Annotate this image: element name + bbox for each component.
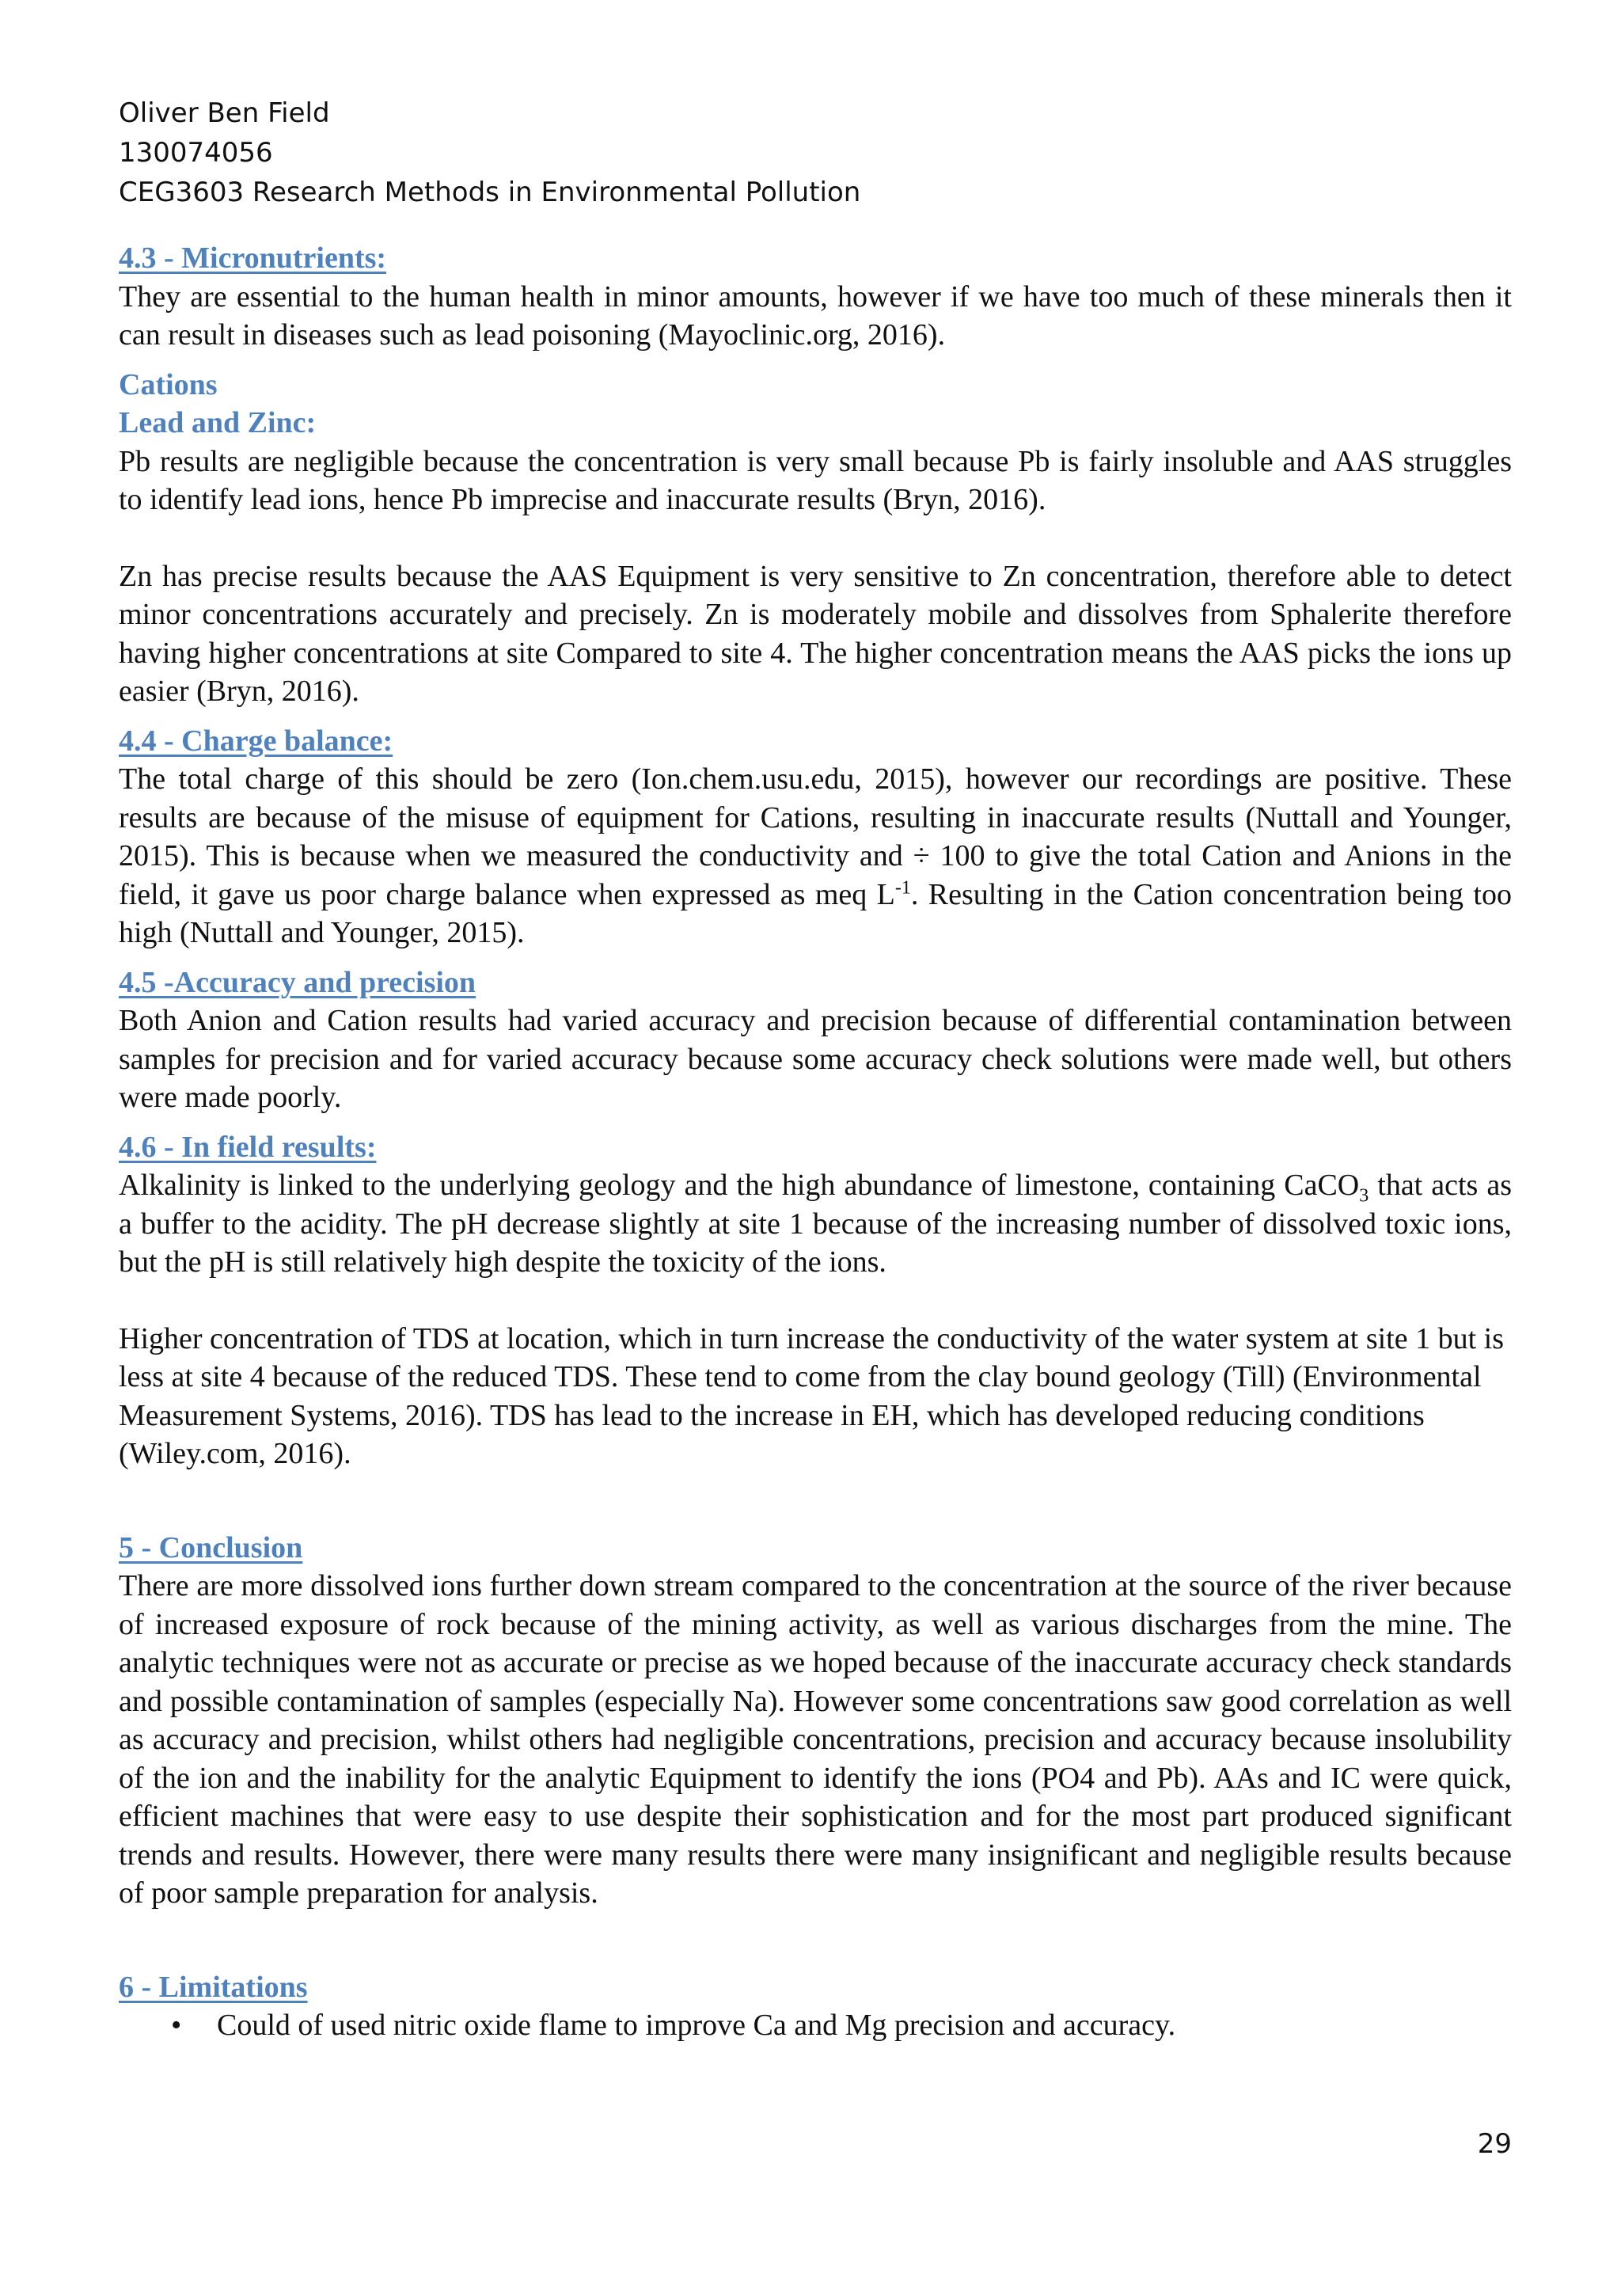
paragraph bbox=[119, 760, 1512, 952]
text-run: Alkalinity is linked to the underlying geology and the high abundance of limestone, containing CaCO bbox=[119, 1169, 1360, 1202]
section-charge-balance bbox=[119, 722, 1512, 952]
section-limitations bbox=[119, 1968, 1512, 2045]
text-run: that acts as a buffer to the acidity. The pH decrease slightly at site 1 because of the increasing number of dissolved toxic ions, but the pH is still relatively high despite the toxicity of the ions. bbox=[119, 1169, 1512, 1279]
subscript: 3 bbox=[1359, 1185, 1369, 1207]
document-page bbox=[119, 93, 1512, 2045]
section-heading: 4.6 - In field results: bbox=[119, 1130, 377, 1164]
bullet-icon: • bbox=[171, 2009, 182, 2042]
limitations-list bbox=[119, 2006, 1512, 2045]
list-item-text: Could of used nitric oxide flame to improve Ca and Mg precision and accuracy. bbox=[217, 2009, 1176, 2042]
course-title: CEG3603 Research Methods in Environmental Pollution bbox=[119, 177, 861, 208]
page-number: 29 bbox=[1477, 2128, 1512, 2160]
student-id: 130074056 bbox=[119, 137, 273, 169]
paragraph: Zn has precise results because the AAS Equipment is very sensitive to Zn concentration, therefore able to detect minor concentrations accurately and precisely. Zn is moderately mobile and dissolves from Sphalerite therefore having higher concentrations at site Compared to site 4. The higher concentration means the AAS picks the ions up easier (Bryn, 2016). bbox=[119, 559, 1512, 708]
text-run: . Resulting in the Cation concentration being too high (Nuttall and Younger, 2015). bbox=[119, 877, 1512, 949]
paragraph: Both Anion and Cation results had varied accuracy and precision because of differential contamination between samples for precision and for varied accuracy because some accuracy check solutions were made well, but others were made poorly. bbox=[119, 1004, 1512, 1114]
section-micronutrients bbox=[119, 239, 1512, 711]
section-heading: 6 - Limitations bbox=[119, 1970, 308, 2004]
superscript: -1 bbox=[894, 876, 911, 898]
subheading-cations: Cations bbox=[119, 367, 218, 401]
author-name: Oliver Ben Field bbox=[119, 97, 330, 129]
text-run: The total charge of this should be zero (Ion.chem.usu.edu, 2015), however our recordings are positive. These results are because of the misuse of equipment for Cations, resulting in inaccurate results (Nuttall and Younger, 2015). This is because when we measured the conductivity and ÷ 100 to give the total Cation and Anions in the field, it gave us poor charge balance when expressed as meq L bbox=[119, 762, 1512, 911]
section-heading: 4.5 -Accuracy and precision bbox=[119, 965, 476, 999]
section-accuracy-precision bbox=[119, 964, 1512, 1117]
paragraph: There are more dissolved ions further down stream compared to the concentration at the source of the river because of increased exposure of rock because of the mining activity, as well as various discharges from the mine. The analytic techniques were not as accurate or precise as we hoped because of the inaccurate accuracy check standards and possible contamination of samples (especially Na). However some concentrations saw good correlation as well as accuracy and precision, whilst others had negligible concentrations, precision and accuracy because insolubility of the ion and the inability for the analytic Equipment to identify the ions (PO4 and Pb). AAs and IC were quick, efficient machines that were easy to use despite their sophistication and for the most part produced significant trends and results. However, there were many results there were many insignificant and negligible results because of poor sample preparation for analysis. bbox=[119, 1569, 1512, 1910]
page-header bbox=[119, 93, 1512, 212]
section-heading: 5 - Conclusion bbox=[119, 1530, 303, 1564]
paragraph: Pb results are negligible because the concentration is very small because Pb is fairly insoluble and AAS struggles to identify lead ions, hence Pb imprecise and inaccurate results (Bryn, 2016). bbox=[119, 444, 1512, 516]
section-heading: 4.3 - Micronutrients: bbox=[119, 241, 387, 275]
list-item bbox=[119, 2006, 1512, 2045]
paragraph: Higher concentration of TDS at location, which in turn increase the conductivity of the water system at site 1 but is less at site 4 because of the reduced TDS. These tend to come from the clay bound geology (Till) (Environmental Measurement Systems, 2016). TDS has lead to the increase in EH, which has developed reducing conditions (Wiley.com, 2016). bbox=[119, 1321, 1505, 1470]
paragraph bbox=[119, 1166, 1512, 1282]
subheading-lead-zinc: Lead and Zinc: bbox=[119, 406, 317, 439]
paragraph: They are essential to the human health in minor amounts, however if we have too much of these minerals then it can result in diseases such as lead poisoning (Mayoclinic.org, 2016). bbox=[119, 279, 1512, 352]
section-conclusion bbox=[119, 1529, 1512, 1913]
section-heading: 4.4 - Charge balance: bbox=[119, 724, 393, 758]
section-in-field-results bbox=[119, 1128, 1512, 1473]
